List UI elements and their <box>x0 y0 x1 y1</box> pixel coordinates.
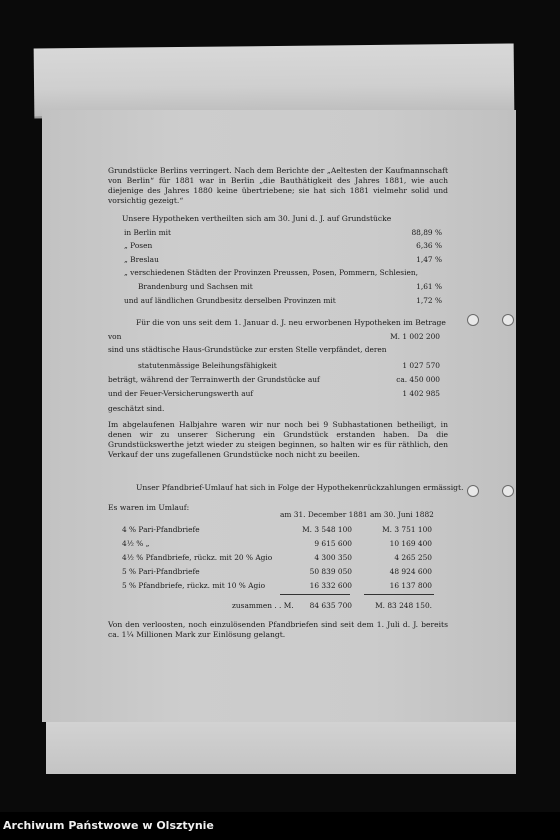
paragraph-verlooste-pfandbriefe: Von den verloosten, noch einzulösenden Pfandbriefen sind seit dem 1. Juli d. J. bereits ca. 1¼ Millionen Mark zur Einlösung gelangt. <box>108 620 448 639</box>
punch-hole-right-upper <box>502 314 514 326</box>
paragraph-pfandbrief-umlauf: Unser Pfandbrief-Umlauf hat sich in Folge der Hypothekenrückzahlungen ermässigt. <box>136 483 464 492</box>
hyp-row-staedte: „ verschiedenen Städten der Provinzen Preussen, Posen, Pommern, Schlesien, <box>124 268 418 277</box>
new-row-terrainwerth: beträgt, während der Terrainwerth der Grundstücke auf ca. 450 000 <box>108 375 440 384</box>
paragraph-subhastationen: Im abgelaufenen Halbjahre waren wir nur noch bei 9 Subhastationen betheiligt, in denen wir zu unserer Sicherung ein Grundstück erstanden haben. Da die Grundstückswerthe jetzt wieder zu steigen beginnen, so halten wir es für räthlich, den Verkauf der uns zugefallenen Grundstücke noch nicht zu beeilen. <box>108 420 448 459</box>
hyp-row-berlin: in Berlin mit 88,89 % <box>124 228 442 237</box>
umlauf-row: 4½ % „ 9 615 600 10 169 400 <box>122 539 432 548</box>
umlauf-row: 5 % Pari-Pfandbriefe 50 839 050 48 924 600 <box>122 567 432 576</box>
umlauf-row: 4 % Pari-Pfandbriefe M. 3 548 100 M. 3 751 100 <box>122 525 432 534</box>
pfandbrief-table <box>108 510 448 620</box>
sum-line-1882 <box>364 594 434 595</box>
new-row-feuer: und der Feuer-Versicherungswerth auf 1 402 985 <box>108 389 440 398</box>
archive-footer <box>0 812 560 840</box>
punch-hole-left-upper <box>467 314 479 326</box>
archive-name: Archiwum Państwowe w Olsztynie <box>3 819 214 832</box>
umlauf-row: 5 % Pfandbriefe, rückz. mit 10 % Agio 16 332 600 16 137 800 <box>122 581 432 590</box>
col-header-1881: am 31. December 1881 <box>280 510 368 519</box>
punch-hole-right-lower <box>502 485 514 497</box>
new-row-verpfaendet: sind uns städtische Haus-Grundstücke zur ersten Stelle verpfändet, deren <box>108 345 387 354</box>
col-header-1882: am 30. Juni 1882 <box>370 510 434 519</box>
hyp-row-posen: „ Posen 6,36 % <box>124 241 442 250</box>
umlauf-label: Es waren im Umlauf: <box>108 503 190 512</box>
new-row-beleihung: statutenmässige Beleihungsfähigkeit 1 027 570 <box>138 361 440 370</box>
sum-line-1881 <box>280 594 350 595</box>
hyp-row-breslau: „ Breslau 1,47 % <box>124 255 442 264</box>
folded-bottom-flap <box>46 722 516 774</box>
hyp-row-laendlich: und auf ländlichen Grundbesitz derselben Provinzen mit 1,72 % <box>124 296 442 305</box>
new-row-geschaetzt: geschätzt sind. <box>108 404 165 413</box>
hypotheken-intro: Unsere Hypotheken vertheilten sich am 30. Juni d. J. auf Grundstücke <box>122 214 392 223</box>
punch-hole-left-lower <box>467 485 479 497</box>
new-row-betrag: von M. 1 002 200 <box>108 332 440 341</box>
hyp-row-brandenburg: Brandenburg und Sachsen mit 1,61 % <box>138 282 442 291</box>
umlauf-total-row: zusammen . . M. 84 635 700 M. 83 248 150. <box>232 601 432 610</box>
folded-top-flap <box>34 43 515 118</box>
paragraph-neue-hypotheken: Für die von uns seit dem 1. Januar d. J. neu erworbenen Hypotheken im Betrage <box>136 318 446 327</box>
paragraph-bauthaetigkeit: Grundstücke Berlins verringert. Nach dem Berichte der „Aeltesten der Kaufmannschaft von Berlin“ für 1881 war in Berlin „die Bauthätigkeit des Jahres 1881, wie auch diejenige des Jahres 1880 keine übertriebene; sie hat sich 1881 vielmehr solid und vorsichtig gezeigt.“ <box>108 166 448 205</box>
umlauf-row: 4½ % Pfandbriefe, rückz. mit 20 % Agio 4 300 350 4 265 250 <box>122 553 432 562</box>
